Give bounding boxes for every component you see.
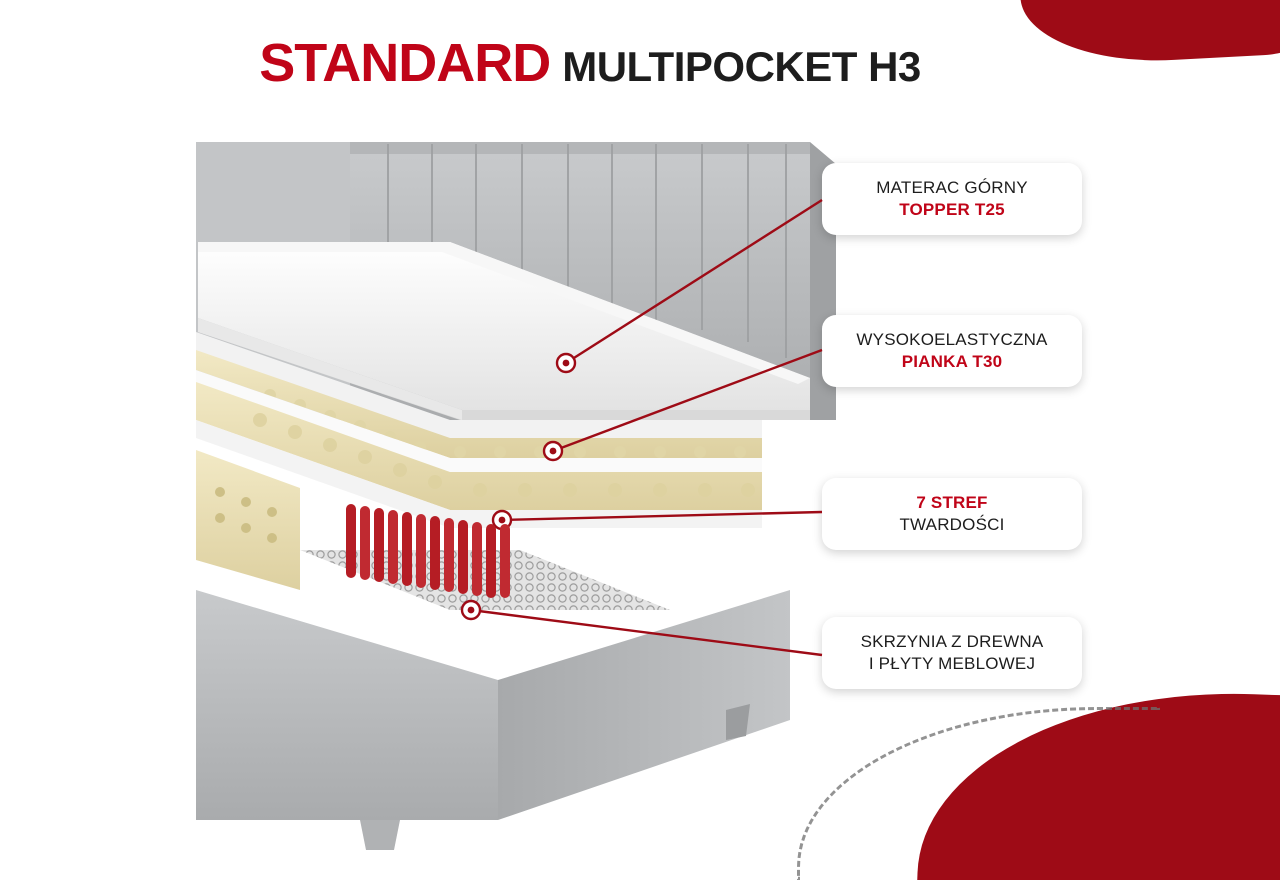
callout-box-line2: I PŁYTY MEBLOWEJ [868, 653, 1036, 673]
title-main: STANDARD [259, 33, 551, 93]
page-title [0, 32, 1180, 94]
callout-topper-line2: TOPPER T25 [899, 199, 1005, 219]
callout-zones-line1: 7 STREF [916, 493, 988, 512]
callout-topper-line1: MATERAC GÓRNY [876, 178, 1028, 197]
callout-zones-line2: TWARDOŚCI [899, 514, 1005, 534]
callout-foam[interactable] [822, 315, 1082, 387]
callout-foam-line2: PIANKA T30 [901, 351, 1003, 371]
bed-cutaway-illustration [150, 120, 850, 850]
callout-box-line1: SKRZYNIA Z DREWNA [860, 632, 1044, 651]
decor-dashed-arc [797, 707, 1160, 880]
title-sub: MULTIPOCKET H3 [562, 43, 921, 90]
callout-topper[interactable] [822, 163, 1082, 235]
callout-foam-line1: WYSOKOELASTYCZNA [856, 330, 1048, 349]
callout-zones[interactable] [822, 478, 1082, 550]
callout-box[interactable] [822, 617, 1082, 689]
